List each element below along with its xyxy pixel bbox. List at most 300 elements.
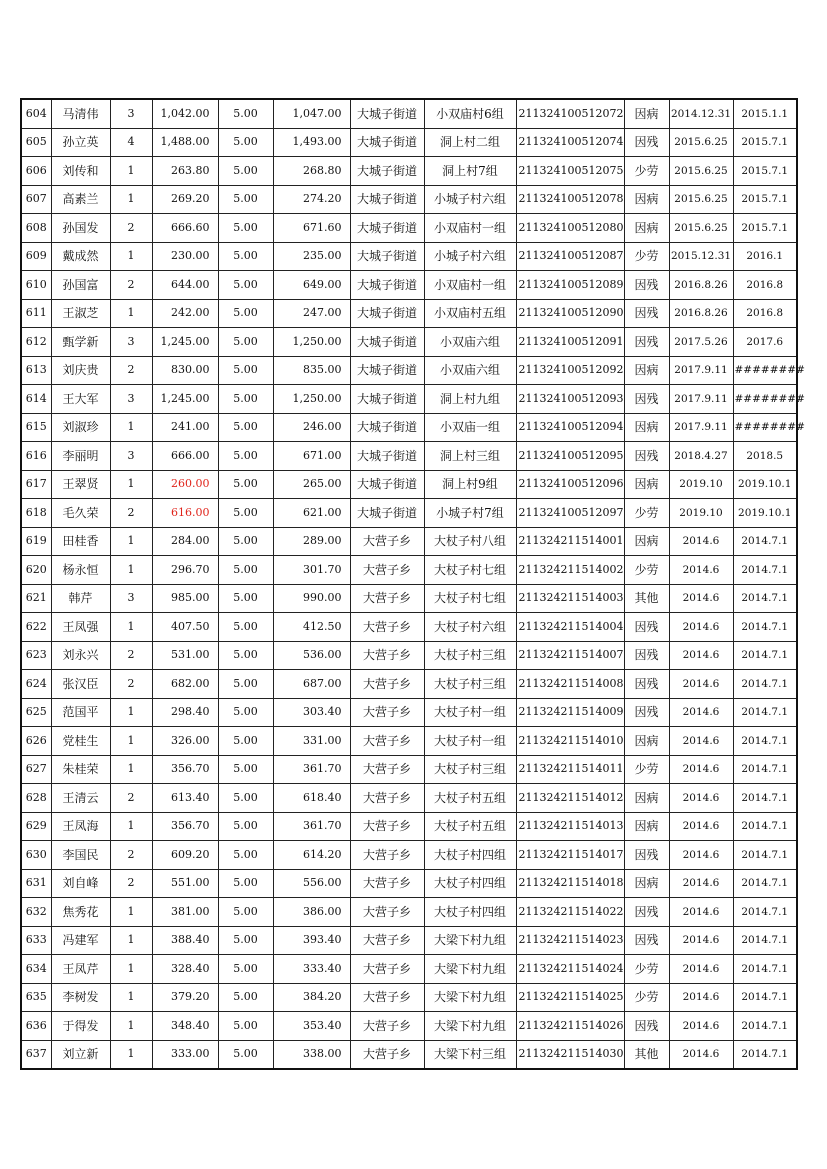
cell-name: 刘庆贵	[51, 356, 110, 385]
cell-amount: 1,245.00	[152, 385, 218, 414]
cell-date-approved: 2014.6	[669, 613, 733, 642]
cell-village-group: 大杖子村四组	[424, 841, 516, 870]
cell-date-start: 2014.7.1	[733, 898, 797, 927]
cell-date-approved: 2014.6	[669, 1012, 733, 1041]
cell-name: 毛久荣	[51, 499, 110, 528]
cell-amount: 269.20	[152, 185, 218, 214]
cell-date-start: 2015.7.1	[733, 214, 797, 243]
cell-row-number: 604	[21, 99, 51, 128]
cell-id-code: 211324100512089	[516, 271, 624, 300]
cell-name: 戴成然	[51, 242, 110, 271]
cell-date-approved: 2017.9.11	[669, 356, 733, 385]
cell-date-approved: 2017.5.26	[669, 328, 733, 357]
cell-row-number: 616	[21, 442, 51, 471]
cell-reason: 因残	[624, 328, 669, 357]
cell-amount: 230.00	[152, 242, 218, 271]
cell-name: 刘自峰	[51, 869, 110, 898]
cell-extra: 5.00	[218, 641, 273, 670]
cell-row-number: 626	[21, 727, 51, 756]
cell-extra: 5.00	[218, 841, 273, 870]
cell-extra: 5.00	[218, 470, 273, 499]
cell-date-start: 2015.1.1	[733, 99, 797, 128]
table-row	[21, 299, 797, 328]
cell-date-start: 2018.5	[733, 442, 797, 471]
cell-village-group: 小双庙一组	[424, 413, 516, 442]
cell-row-number: 613	[21, 356, 51, 385]
cell-reason: 因残	[624, 1012, 669, 1041]
cell-row-number: 605	[21, 128, 51, 157]
cell-date-start: 2014.7.1	[733, 613, 797, 642]
cell-reason: 因残	[624, 641, 669, 670]
cell-total: 687.00	[273, 670, 350, 699]
cell-row-number: 621	[21, 584, 51, 613]
cell-household-size: 2	[110, 214, 152, 243]
cell-village-group: 洞上村7组	[424, 157, 516, 186]
cell-row-number: 618	[21, 499, 51, 528]
cell-row-number: 609	[21, 242, 51, 271]
cell-town: 大营子乡	[350, 698, 424, 727]
cell-reason: 因残	[624, 698, 669, 727]
table-row	[21, 128, 797, 157]
cell-amount: 666.00	[152, 442, 218, 471]
cell-date-approved: 2015.6.25	[669, 128, 733, 157]
cell-id-code: 211324211514009	[516, 698, 624, 727]
cell-reason: 因病	[624, 527, 669, 556]
cell-household-size: 1	[110, 413, 152, 442]
cell-reason: 因残	[624, 841, 669, 870]
cell-extra: 5.00	[218, 99, 273, 128]
cell-total: 671.60	[273, 214, 350, 243]
cell-total: 289.00	[273, 527, 350, 556]
cell-date-start: ########	[733, 413, 797, 442]
cell-name: 王淑芝	[51, 299, 110, 328]
cell-household-size: 1	[110, 898, 152, 927]
cell-id-code: 211324211514008	[516, 670, 624, 699]
cell-reason: 因病	[624, 727, 669, 756]
cell-reason: 其他	[624, 1040, 669, 1069]
table-row	[21, 955, 797, 984]
cell-extra: 5.00	[218, 926, 273, 955]
cell-reason: 因病	[624, 214, 669, 243]
cell-reason: 因残	[624, 385, 669, 414]
cell-date-start: 2019.10.1	[733, 470, 797, 499]
cell-household-size: 2	[110, 499, 152, 528]
cell-village-group: 洞上村二组	[424, 128, 516, 157]
cell-extra: 5.00	[218, 1012, 273, 1041]
cell-id-code: 211324211514024	[516, 955, 624, 984]
cell-id-code: 211324100512087	[516, 242, 624, 271]
cell-town: 大城子街道	[350, 157, 424, 186]
cell-date-approved: 2014.6	[669, 926, 733, 955]
cell-date-start: 2016.8	[733, 271, 797, 300]
table-row	[21, 641, 797, 670]
table-row	[21, 442, 797, 471]
cell-name: 孙立英	[51, 128, 110, 157]
cell-extra: 5.00	[218, 584, 273, 613]
cell-village-group: 小双庙村6组	[424, 99, 516, 128]
table-row	[21, 983, 797, 1012]
cell-town: 大营子乡	[350, 812, 424, 841]
cell-village-group: 大杖子村三组	[424, 755, 516, 784]
cell-reason: 因残	[624, 926, 669, 955]
cell-date-start: 2014.7.1	[733, 584, 797, 613]
cell-town: 大城子街道	[350, 385, 424, 414]
cell-household-size: 1	[110, 755, 152, 784]
cell-household-size: 1	[110, 185, 152, 214]
table-row	[21, 670, 797, 699]
cell-village-group: 小双庙村一组	[424, 271, 516, 300]
cell-total: 536.00	[273, 641, 350, 670]
cell-id-code: 211324100512097	[516, 499, 624, 528]
cell-town: 大营子乡	[350, 841, 424, 870]
cell-household-size: 1	[110, 955, 152, 984]
cell-amount: 356.70	[152, 755, 218, 784]
cell-town: 大城子街道	[350, 356, 424, 385]
table-row	[21, 898, 797, 927]
cell-household-size: 3	[110, 584, 152, 613]
cell-extra: 5.00	[218, 242, 273, 271]
cell-extra: 5.00	[218, 812, 273, 841]
cell-household-size: 1	[110, 698, 152, 727]
cell-town: 大营子乡	[350, 1040, 424, 1069]
cell-id-code: 211324100512072	[516, 99, 624, 128]
cell-town: 大城子街道	[350, 328, 424, 357]
cell-row-number: 635	[21, 983, 51, 1012]
cell-extra: 5.00	[218, 214, 273, 243]
cell-date-approved: 2014.6	[669, 841, 733, 870]
cell-row-number: 623	[21, 641, 51, 670]
table-row	[21, 727, 797, 756]
cell-village-group: 洞上村九组	[424, 385, 516, 414]
cell-reason: 因病	[624, 470, 669, 499]
cell-village-group: 小城子村六组	[424, 242, 516, 271]
cell-name: 田桂香	[51, 527, 110, 556]
cell-row-number: 625	[21, 698, 51, 727]
cell-household-size: 2	[110, 670, 152, 699]
cell-village-group: 大杖子村一组	[424, 698, 516, 727]
cell-total: 614.20	[273, 841, 350, 870]
cell-name: 刘立新	[51, 1040, 110, 1069]
cell-total: 386.00	[273, 898, 350, 927]
table-row	[21, 499, 797, 528]
cell-name: 范国平	[51, 698, 110, 727]
cell-town: 大营子乡	[350, 1012, 424, 1041]
cell-name: 孙国富	[51, 271, 110, 300]
cell-date-approved: 2014.6	[669, 955, 733, 984]
cell-extra: 5.00	[218, 784, 273, 813]
cell-household-size: 1	[110, 983, 152, 1012]
cell-id-code: 211324211514003	[516, 584, 624, 613]
cell-reason: 其他	[624, 584, 669, 613]
cell-total: 247.00	[273, 299, 350, 328]
cell-date-approved: 2014.6	[669, 584, 733, 613]
cell-household-size: 3	[110, 99, 152, 128]
cell-id-code: 211324100512094	[516, 413, 624, 442]
cell-row-number: 634	[21, 955, 51, 984]
cell-village-group: 大杖子村一组	[424, 727, 516, 756]
cell-name: 于得发	[51, 1012, 110, 1041]
cell-date-start: 2014.7.1	[733, 755, 797, 784]
cell-reason: 因残	[624, 442, 669, 471]
table-row	[21, 242, 797, 271]
cell-date-approved: 2014.6	[669, 727, 733, 756]
cell-extra: 5.00	[218, 727, 273, 756]
cell-total: 649.00	[273, 271, 350, 300]
cell-amount: 666.60	[152, 214, 218, 243]
cell-id-code: 211324100512095	[516, 442, 624, 471]
cell-household-size: 1	[110, 727, 152, 756]
cell-reason: 因残	[624, 670, 669, 699]
cell-household-size: 1	[110, 299, 152, 328]
cell-id-code: 211324100512080	[516, 214, 624, 243]
cell-id-code: 211324211514001	[516, 527, 624, 556]
cell-id-code: 211324100512078	[516, 185, 624, 214]
cell-amount: 381.00	[152, 898, 218, 927]
cell-village-group: 小双庙村五组	[424, 299, 516, 328]
cell-village-group: 洞上村9组	[424, 470, 516, 499]
cell-town: 大城子街道	[350, 99, 424, 128]
cell-town: 大营子乡	[350, 983, 424, 1012]
cell-extra: 5.00	[218, 442, 273, 471]
cell-date-start: 2014.7.1	[733, 727, 797, 756]
cell-village-group: 大梁下村九组	[424, 955, 516, 984]
cell-name: 焦秀花	[51, 898, 110, 927]
cell-household-size: 2	[110, 869, 152, 898]
cell-extra: 5.00	[218, 328, 273, 357]
cell-town: 大营子乡	[350, 955, 424, 984]
cell-total: 835.00	[273, 356, 350, 385]
cell-extra: 5.00	[218, 955, 273, 984]
cell-row-number: 629	[21, 812, 51, 841]
cell-total: 246.00	[273, 413, 350, 442]
cell-household-size: 2	[110, 784, 152, 813]
cell-village-group: 大杖子村三组	[424, 641, 516, 670]
cell-date-approved: 2014.6	[669, 527, 733, 556]
table-row	[21, 755, 797, 784]
table-row	[21, 271, 797, 300]
cell-amount: 379.20	[152, 983, 218, 1012]
cell-total: 1,047.00	[273, 99, 350, 128]
cell-total: 618.40	[273, 784, 350, 813]
cell-town: 大城子街道	[350, 271, 424, 300]
cell-row-number: 632	[21, 898, 51, 927]
cell-amount: 1,042.00	[152, 99, 218, 128]
cell-name: 李国民	[51, 841, 110, 870]
cell-date-approved: 2015.12.31	[669, 242, 733, 271]
cell-village-group: 大梁下村九组	[424, 926, 516, 955]
cell-id-code: 211324100512074	[516, 128, 624, 157]
cell-extra: 5.00	[218, 670, 273, 699]
cell-name: 刘传和	[51, 157, 110, 186]
cell-date-start: 2014.7.1	[733, 527, 797, 556]
cell-name: 杨永恒	[51, 556, 110, 585]
table-row	[21, 1040, 797, 1069]
cell-id-code: 211324211514010	[516, 727, 624, 756]
cell-date-start: 2016.1	[733, 242, 797, 271]
cell-town: 大城子街道	[350, 442, 424, 471]
cell-total: 1,250.00	[273, 385, 350, 414]
cell-id-code: 211324100512092	[516, 356, 624, 385]
cell-date-approved: 2018.4.27	[669, 442, 733, 471]
cell-id-code: 211324100512093	[516, 385, 624, 414]
cell-date-approved: 2019.10	[669, 499, 733, 528]
cell-name: 朱桂荣	[51, 755, 110, 784]
cell-date-approved: 2014.6	[669, 869, 733, 898]
cell-household-size: 1	[110, 1012, 152, 1041]
cell-amount: 985.00	[152, 584, 218, 613]
table-row	[21, 470, 797, 499]
table-row	[21, 869, 797, 898]
cell-reason: 因病	[624, 869, 669, 898]
cell-reason: 少劳	[624, 499, 669, 528]
table-row	[21, 613, 797, 642]
cell-date-start: 2014.7.1	[733, 556, 797, 585]
cell-amount: 531.00	[152, 641, 218, 670]
cell-village-group: 大梁下村九组	[424, 983, 516, 1012]
cell-extra: 5.00	[218, 755, 273, 784]
cell-extra: 5.00	[218, 499, 273, 528]
cell-amount: 326.00	[152, 727, 218, 756]
cell-amount: 830.00	[152, 356, 218, 385]
cell-date-approved: 2014.6	[669, 641, 733, 670]
cell-total: 990.00	[273, 584, 350, 613]
cell-reason: 因病	[624, 99, 669, 128]
cell-name: 高素兰	[51, 185, 110, 214]
cell-id-code: 211324100512090	[516, 299, 624, 328]
cell-village-group: 大杖子村三组	[424, 670, 516, 699]
cell-date-start: 2014.7.1	[733, 926, 797, 955]
cell-id-code: 211324100512075	[516, 157, 624, 186]
cell-town: 大城子街道	[350, 299, 424, 328]
cell-row-number: 607	[21, 185, 51, 214]
cell-name: 王凤强	[51, 613, 110, 642]
cell-household-size: 4	[110, 128, 152, 157]
cell-household-size: 1	[110, 812, 152, 841]
table-row	[21, 413, 797, 442]
cell-name: 甄学新	[51, 328, 110, 357]
cell-id-code: 211324211514023	[516, 926, 624, 955]
cell-reason: 少劳	[624, 242, 669, 271]
cell-household-size: 1	[110, 926, 152, 955]
cell-date-start: 2014.7.1	[733, 841, 797, 870]
cell-id-code: 211324211514025	[516, 983, 624, 1012]
cell-date-approved: 2016.8.26	[669, 299, 733, 328]
cell-name: 张汉臣	[51, 670, 110, 699]
cell-village-group: 大杖子村七组	[424, 556, 516, 585]
cell-name: 王凤芹	[51, 955, 110, 984]
cell-row-number: 622	[21, 613, 51, 642]
cell-date-approved: 2014.6	[669, 556, 733, 585]
cell-amount: 348.40	[152, 1012, 218, 1041]
cell-household-size: 2	[110, 356, 152, 385]
cell-village-group: 大杖子村八组	[424, 527, 516, 556]
cell-town: 大营子乡	[350, 613, 424, 642]
cell-id-code: 211324100512096	[516, 470, 624, 499]
cell-reason: 因残	[624, 128, 669, 157]
cell-amount: 241.00	[152, 413, 218, 442]
cell-date-start: ########	[733, 356, 797, 385]
cell-name: 李丽明	[51, 442, 110, 471]
cell-total: 556.00	[273, 869, 350, 898]
cell-row-number: 615	[21, 413, 51, 442]
cell-town: 大城子街道	[350, 128, 424, 157]
cell-town: 大营子乡	[350, 784, 424, 813]
cell-date-approved: 2017.9.11	[669, 413, 733, 442]
cell-town: 大城子街道	[350, 470, 424, 499]
cell-date-start: 2014.7.1	[733, 955, 797, 984]
cell-date-start: 2014.7.1	[733, 812, 797, 841]
cell-household-size: 2	[110, 641, 152, 670]
cell-name: 王翠贤	[51, 470, 110, 499]
cell-extra: 5.00	[218, 898, 273, 927]
cell-extra: 5.00	[218, 299, 273, 328]
cell-reason: 因病	[624, 413, 669, 442]
cell-reason: 因残	[624, 271, 669, 300]
cell-name: 李树发	[51, 983, 110, 1012]
cell-name: 冯建军	[51, 926, 110, 955]
cell-row-number: 619	[21, 527, 51, 556]
cell-date-approved: 2014.6	[669, 698, 733, 727]
table-row	[21, 556, 797, 585]
cell-town: 大营子乡	[350, 869, 424, 898]
cell-date-start: ########	[733, 385, 797, 414]
cell-town: 大城子街道	[350, 413, 424, 442]
cell-id-code: 211324211514018	[516, 869, 624, 898]
cell-village-group: 大梁下村三组	[424, 1040, 516, 1069]
cell-amount: 333.00	[152, 1040, 218, 1069]
cell-town: 大营子乡	[350, 556, 424, 585]
cell-id-code: 211324211514007	[516, 641, 624, 670]
cell-total: 235.00	[273, 242, 350, 271]
cell-date-start: 2014.7.1	[733, 869, 797, 898]
cell-total: 1,250.00	[273, 328, 350, 357]
table-row	[21, 812, 797, 841]
cell-date-approved: 2014.6	[669, 983, 733, 1012]
cell-reason: 因病	[624, 812, 669, 841]
cell-amount: 356.70	[152, 812, 218, 841]
cell-town: 大营子乡	[350, 584, 424, 613]
cell-row-number: 617	[21, 470, 51, 499]
cell-reason: 因残	[624, 299, 669, 328]
cell-reason: 少劳	[624, 157, 669, 186]
cell-town: 大营子乡	[350, 727, 424, 756]
cell-extra: 5.00	[218, 556, 273, 585]
cell-total: 671.00	[273, 442, 350, 471]
cell-date-approved: 2015.6.25	[669, 185, 733, 214]
cell-town: 大城子街道	[350, 242, 424, 271]
data-table	[20, 98, 805, 1070]
cell-reason: 少劳	[624, 983, 669, 1012]
cell-total: 301.70	[273, 556, 350, 585]
cell-date-start: 2014.7.1	[733, 983, 797, 1012]
cell-id-code: 211324211514030	[516, 1040, 624, 1069]
cell-date-start: 2014.7.1	[733, 1040, 797, 1069]
cell-village-group: 大杖子村五组	[424, 812, 516, 841]
cell-amount: 616.00	[152, 499, 218, 528]
cell-total: 331.00	[273, 727, 350, 756]
table-row	[21, 214, 797, 243]
cell-amount: 1,488.00	[152, 128, 218, 157]
cell-row-number: 636	[21, 1012, 51, 1041]
cell-extra: 5.00	[218, 613, 273, 642]
cell-name: 王凤海	[51, 812, 110, 841]
cell-village-group: 小双庙六组	[424, 356, 516, 385]
cell-extra: 5.00	[218, 271, 273, 300]
cell-row-number: 627	[21, 755, 51, 784]
table-row	[21, 784, 797, 813]
cell-household-size: 2	[110, 841, 152, 870]
cell-extra: 5.00	[218, 983, 273, 1012]
